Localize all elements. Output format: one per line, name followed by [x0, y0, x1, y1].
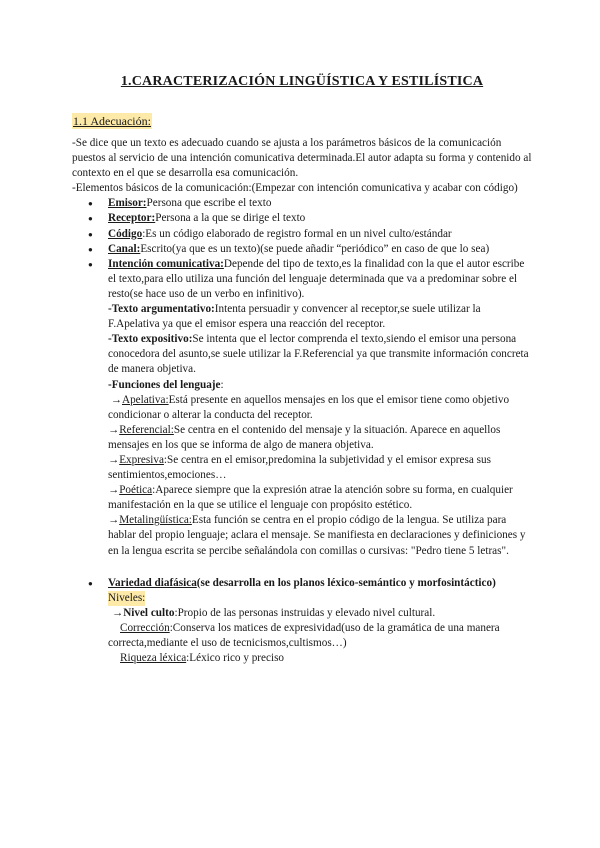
- label-riqueza: Riqueza léxica: [120, 652, 187, 665]
- intro-paragraph: -Se dice que un texto es adecuado cuando se ajusta a los parámetros básicos de la comunicación puestos al servicio de una intención comunicativa determinada.El autor adapta su forma y contenido al contexto en el que se desarrolla esa comunicación.: [72, 137, 532, 180]
- label-variedad: Variedad diafásica: [108, 576, 197, 589]
- text-canal: Escrito(ya que es un texto)(se puede añadir “periódico” en caso de que lo sea): [140, 242, 490, 255]
- elements-list: [72, 196, 532, 302]
- label-nivel-culto: Nivel culto: [123, 606, 175, 619]
- arrow-icon: →: [108, 514, 120, 527]
- document-title: 1.CARACTERIZACIÓN LINGÜÍSTICA Y ESTILÍSTICA: [120, 74, 484, 89]
- text-receptor: Persona a la que se dirige el texto: [155, 212, 306, 225]
- text-expositivo: Se intenta que el lector comprenda el texto,siendo el emisor una persona conocedora del asunto,se suele utilizar la F.Referencial ya que transmite información concreta de manera objetiva.: [108, 333, 529, 376]
- funciones-heading: [108, 378, 532, 393]
- funciones-colon: :: [220, 378, 224, 391]
- funcion-apelativa: [108, 393, 532, 423]
- arrow-icon: →: [108, 484, 120, 497]
- text-correccion: :Conserva los matices de expresividad(uso de la gramática de una manera correcta,mediante el uso de tecnicismos,cultismos…): [108, 621, 500, 649]
- text-expresiva: :Se centra en el emisor,predomina la subjetividad y el emisor expresa sus sentimientos,emociones…: [108, 453, 491, 482]
- variety-details: [72, 591, 532, 666]
- label-poetica: Poética: [119, 484, 153, 497]
- text-argumentativo: Intenta persuadir y convencer al receptor,se suele utilizar la F.Apelativa ya que el emisor espera una reacción del receptor.: [108, 303, 481, 331]
- text-emisor: Persona que escribe el texto: [146, 197, 272, 210]
- list-item-receptor: [72, 211, 532, 226]
- text-intencion: Depende del tipo de texto,es la finalidad con la que el autor escribe el texto,para ello utiliza una función del lenguaje determinada que va a predominar sobre el resto(se hace uso de un verbo en infinitivo).: [108, 257, 525, 300]
- text-nivel-culto: :Propio de las personas instruidas y elevado nivel cultural.: [174, 606, 436, 619]
- text-variedad: (se desarrolla en los planos léxico-semántico y morfosintáctico): [196, 576, 496, 589]
- funcion-referencial: [108, 423, 532, 453]
- list-item-intencion: [72, 257, 532, 302]
- label-receptor: Receptor:: [108, 212, 156, 225]
- list-item-canal: [72, 242, 532, 257]
- label-niveles: Niveles:: [108, 591, 145, 606]
- label-referencial: Referencial:: [119, 423, 174, 436]
- arrow-icon: →: [108, 453, 120, 466]
- funcion-metalinguistica: [108, 513, 532, 558]
- label-canal: Canal:: [108, 242, 141, 255]
- label-apelativa: Apelativa:: [121, 393, 169, 406]
- label-intencion: Intención comunicativa:: [108, 257, 224, 270]
- label-correccion: Corrección: [120, 621, 170, 634]
- label-codigo: Código: [108, 227, 143, 240]
- arrow-icon: →: [112, 606, 124, 619]
- variety-list: [72, 576, 532, 591]
- list-item-codigo: [72, 227, 532, 242]
- text-codigo: :Es un código elaborado de registro formal en un nivel culto/estándar: [142, 227, 452, 240]
- texto-argumentativo: [108, 302, 532, 332]
- label-funciones: -Funciones del lenguaje: [108, 378, 221, 391]
- riqueza-lexica: [108, 651, 532, 666]
- document-body: [72, 136, 532, 666]
- intention-details: [72, 302, 532, 559]
- texto-expositivo: [108, 332, 532, 377]
- text-referencial: Se centra en el contenido del mensaje y la situación. Aparece en aquellos mensajes en los que se informa de algo de manera objetiva.: [108, 423, 501, 451]
- section-heading: 1.1 Adecuación:: [73, 114, 151, 128]
- correccion: [108, 621, 532, 651]
- label-emisor: Emisor:: [108, 197, 147, 210]
- label-argumentativo: -Texto argumentativo:: [108, 303, 215, 316]
- label-expositivo: -Texto expositivo:: [108, 333, 193, 346]
- label-metalinguistica: Metalingüística:: [119, 514, 192, 527]
- list-item-emisor: [72, 196, 532, 211]
- text-apelativa: Está presente en aquellos mensajes en los que el emisor tiene como objetivo condicionar o alterar la conducta del receptor.: [108, 393, 510, 421]
- text-riqueza: :Léxico rico y preciso: [186, 652, 285, 665]
- niveles-heading: [108, 591, 532, 606]
- text-metalinguistica: Esta función se centra en el propio código de la lengua. Se utiliza para hablar del propio lenguaje; aclara el mensaje. Se manifiesta en declaraciones y definiciones y en la lengua escrita se percibe señalándola con comillas o cursivas: "Pedro tiene 5 letras".: [108, 514, 526, 557]
- list-item-variedad: [72, 576, 532, 591]
- label-expresiva: Expresiva: [119, 453, 164, 466]
- funcion-poetica: [108, 483, 532, 513]
- arrow-icon: →: [108, 393, 122, 406]
- nivel-culto: [108, 606, 532, 621]
- funcion-expresiva: [108, 453, 532, 483]
- spacer: [72, 559, 532, 576]
- elements-intro: -Elementos básicos de la comunicación:(Empezar con intención comunicativa y acabar con código): [72, 182, 518, 195]
- text-poetica: :Aparece siempre que la expresión atrae la atención sobre su forma, en cualquier manifestación en la que se utilice el lenguaje con propósito estético.: [108, 484, 513, 512]
- arrow-icon: →: [108, 423, 120, 436]
